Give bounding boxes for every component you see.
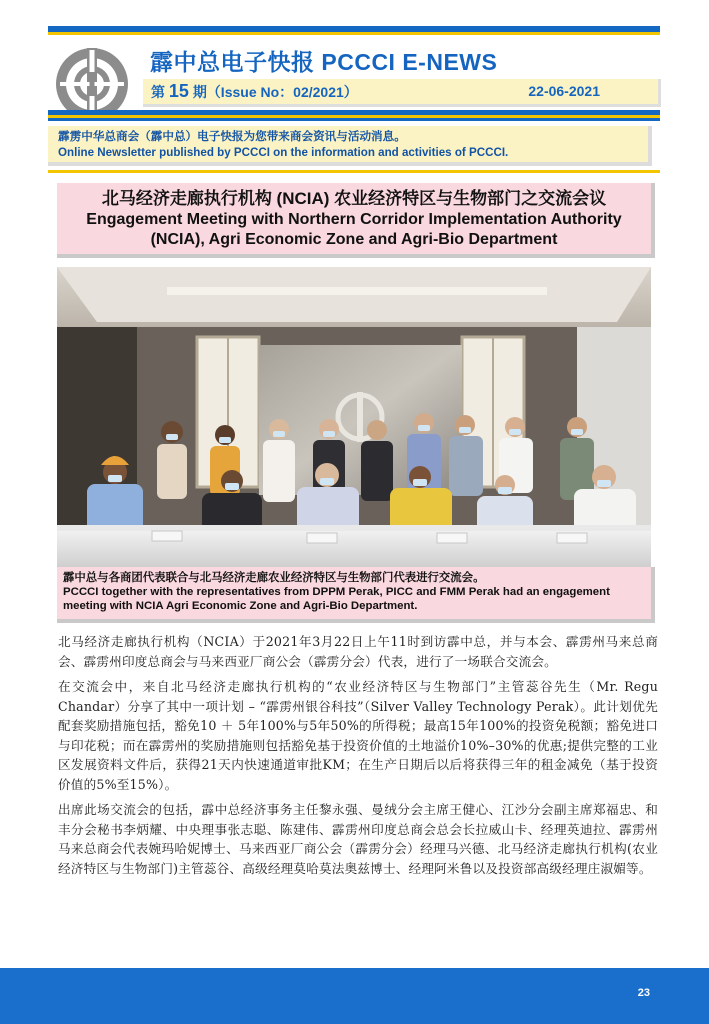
body-paragraph-2: 在交流会中，来自北马经济走廊执行机构的“农业经济特区与生物部门”主管蕊谷先生（Mr. Regu Chandar）分享了其中一项计划 – “霹雳州银谷科技”（Silver Valley Technology Perak）。此计划优先配套奖励措施包括，豁免10 ＋ 5年100%与5年50%的所得税；最高15年100%的投资免税额；豁免进口与印花税；而在霹雳州的奖励措施则包括豁免基于投资价值的土地溢价10%–30%的优惠;提供完整的工业区发展资料文件后，获得21天内快速通道审批KM；在生产日期后以后将获得三年的租金减免（基于投资价值的5%至15%）。 <box>58 679 658 792</box>
issue-bar <box>143 79 661 107</box>
article-body <box>58 632 658 884</box>
tagline-en: Online Newsletter published by PCCCI on the information and activities of PCCCI. <box>58 146 509 159</box>
page-footer <box>0 968 709 1024</box>
body-paragraph-3: 出席此场交流会的包括，霹中总经济事务主任黎永强、曼绒分会主席王健心、江沙分会副主席郑福忠、和丰分会秘书李炳耀、中央理事张志聪、陈建伟、霹雳州印度总商会总会长拉威山卡、经理英迪拉、霹雳州马来总商会代表婉玛哈妮博士、马来西亚厂商公会（霹雳分会）经理马兴德、北马经济走廊执行机构(农业经济特区与生物部门)主管蕊谷、高级经理莫哈莫法奥兹博士、经理阿米鲁以及投资部高级经理庄淑媚等。 <box>58 802 658 876</box>
header-rule-yellow <box>48 32 660 35</box>
issue-number: 15 <box>168 81 189 101</box>
tagline-cn: 霹雳中华总商会（霹中总）电子快报为您带来商会资讯与活动消息。 <box>58 130 406 143</box>
issue-info <box>151 79 358 105</box>
article-title-cn: 北马经济走廊执行机构 (NCIA) 农业经济特区与生物部门之交流会议 <box>101 189 607 208</box>
caption-cn: 霹中总与各商团代表联合与北马经济走廊农业经济特区与生物部门代表进行交流会。 <box>63 572 485 584</box>
issue-date: 22-06-2021 <box>528 83 600 99</box>
header-rule-blue-3 <box>48 118 660 121</box>
article-title-box <box>57 183 655 258</box>
meeting-group-photo <box>57 267 651 567</box>
masthead-title: 霹中总电子快报 PCCCI E-NEWS <box>150 49 498 75</box>
header-rule-yellow-3 <box>48 170 660 173</box>
photo-caption <box>57 567 655 623</box>
issue-suffix: 期（Issue No：02/2021） <box>192 84 358 100</box>
newsletter-tagline <box>48 126 652 166</box>
issue-prefix: 第 <box>151 84 165 100</box>
article-title-en: Engagement Meeting with Northern Corridor Implementation Authority (NCIA), Agri Economic Zone and Agri-Bio Department <box>86 211 622 248</box>
caption-en: PCCCI together with the representatives from DPPM Perak, PICC and FMM Perak had an engagement meeting with NCIA Agri Economic Zone and Agri-Bio Department. <box>63 586 610 612</box>
body-paragraph-1: 北马经济走廊执行机构（NCIA）于2021年3月22日上午11时到访霹中总，并与本会、霹雳州马来总商会、霹雳州印度总商会与马来西亚厂商公会（霹雳分会）代表，进行了一场联合交流会。 <box>58 634 658 669</box>
page-number: 23 <box>637 987 650 999</box>
